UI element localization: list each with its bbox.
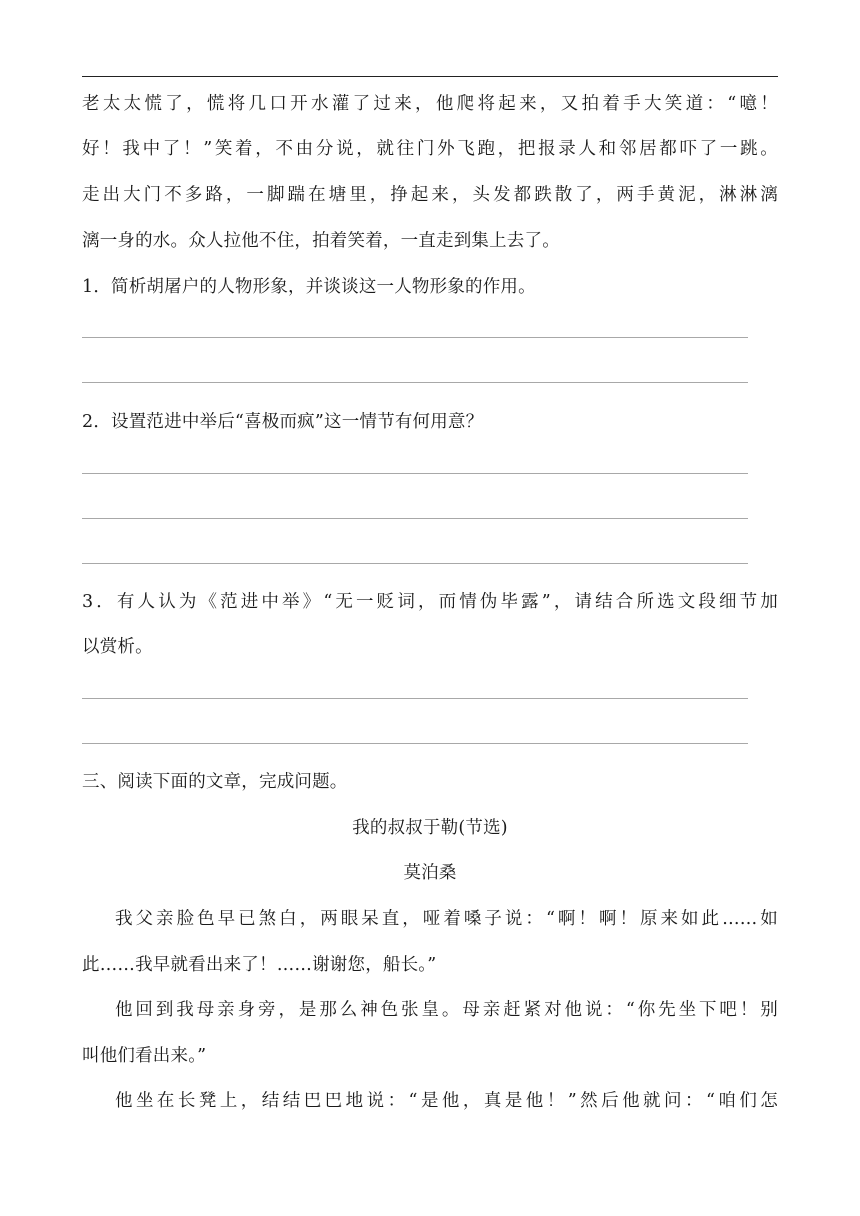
question-3: 3．有人认为《范进中举》“无一贬词，而情伪毕露”，请结合所选文段细节加 bbox=[82, 592, 778, 612]
question-2: 2．设置范进中举后“喜极而疯”这一情节有何用意？ bbox=[82, 412, 484, 432]
answer-line[interactable] bbox=[82, 743, 748, 744]
passage-line: 老太太慌了，慌将几口开水灌了过来，他爬将起来，又拍着手大笑道：“噫！ bbox=[82, 94, 778, 114]
passage-line: 漓一身的水。众人拉他不住，拍着笑着，一直走到集上去了。 bbox=[82, 231, 560, 251]
answer-line[interactable] bbox=[82, 698, 748, 699]
answer-line[interactable] bbox=[82, 382, 748, 383]
paragraph-line: 此……我早就看出来了！……谢谢您，船长。” bbox=[82, 955, 437, 975]
article-author: 莫泊桑 bbox=[403, 863, 457, 883]
answer-line[interactable] bbox=[82, 337, 748, 338]
article-title: 我的叔叔于勒(节选) bbox=[352, 818, 508, 838]
paragraph-line: 我父亲脸色早已煞白，两眼呆直，哑着嗓子说：“啊！啊！原来如此……如 bbox=[115, 909, 778, 929]
paragraph-line: 叫他们看出来。” bbox=[82, 1046, 207, 1066]
question-1: 1．简析胡屠户的人物形象，并谈谈这一人物形象的作用。 bbox=[82, 277, 536, 297]
question-3-cont: 以赏析。 bbox=[82, 637, 153, 657]
passage-line: 走出大门不多路，一脚踹在塘里，挣起来，头发都跌散了，两手黄泥，淋淋漓 bbox=[82, 185, 778, 205]
paragraph-line: 他回到我母亲身旁，是那么神色张皇。母亲赶紧对他说：“你先坐下吧！别 bbox=[115, 1000, 778, 1020]
section-heading: 三、阅读下面的文章，完成问题。 bbox=[82, 772, 348, 792]
passage-line: 好！我中了！”笑着，不由分说，就往门外飞跑，把报录人和邻居都吓了一跳。 bbox=[82, 139, 778, 159]
answer-line[interactable] bbox=[82, 563, 748, 564]
paragraph-line: 他坐在长凳上，结结巴巴地说：“是他，真是他！”然后他就问：“咱们怎 bbox=[115, 1091, 778, 1111]
answer-line[interactable] bbox=[82, 518, 748, 519]
header-rule bbox=[82, 76, 778, 77]
answer-line[interactable] bbox=[82, 473, 748, 474]
